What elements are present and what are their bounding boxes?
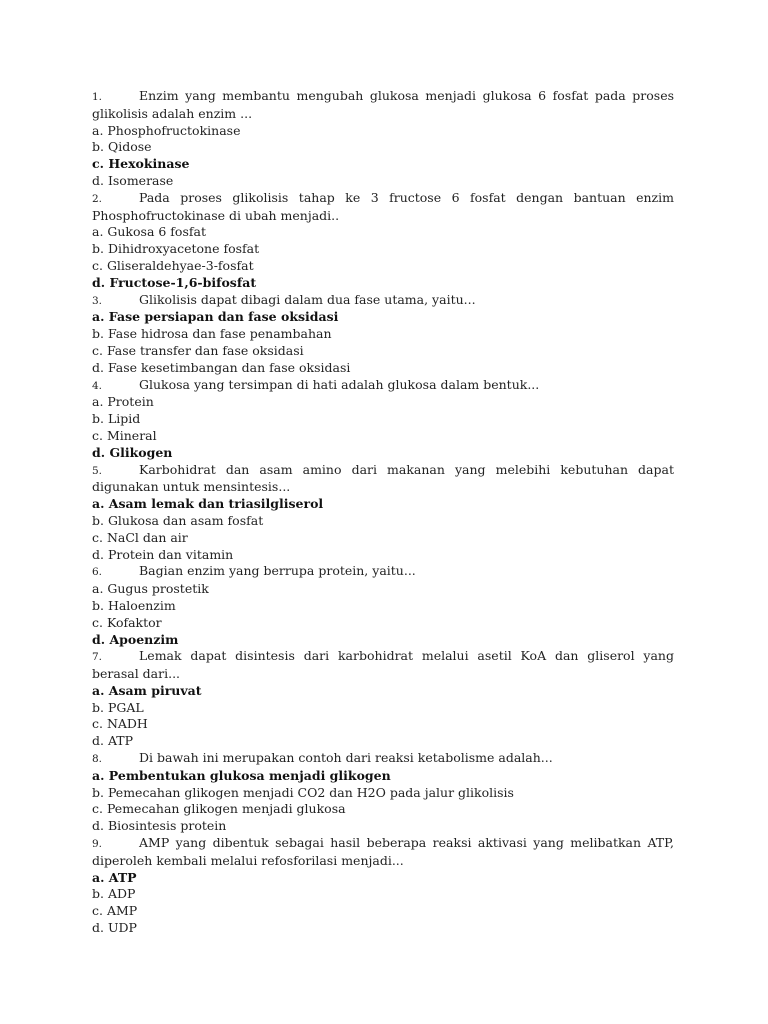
question-text: AMP yang dibentuk sebagai hasil beberapa reaksi aktivasi yang melibatkan ATP, diperoleh kembali melalui refosforilasi menjadi... [92, 835, 674, 868]
answer-option: a. Protein [92, 394, 154, 410]
answer-option: c. Fase transfer dan fase oksidasi [92, 342, 304, 358]
answer-option-correct: d. Glikogen [92, 444, 173, 460]
answer-option: b. Pemecahan glikogen menjadi CO2 dan H2O pada jalur glikolisis [92, 784, 514, 800]
question-number: 4. [92, 379, 103, 392]
answer-option-correct: d. Fructose-1,6-bifosfat [92, 274, 257, 290]
question-number: 1. [92, 91, 103, 103]
question-number: 5. [92, 464, 103, 477]
question [92, 88, 674, 123]
answer-option-correct: d. Apoenzim [92, 631, 179, 647]
question-text: Karbohidrat dan asam amino dari makanan yang melebihi kebutuhan dapat digunakan untuk mensintesis... [92, 461, 674, 495]
answer-option: b. Lipid [92, 411, 141, 427]
answer-option-correct: a. Asam lemak dan triasilgliserol [92, 496, 324, 512]
answer-option: c. NaCl dan air [92, 529, 188, 545]
question-text: Lemak dapat disintesis dari karbohidrat melalui asetil KoA dan gliserol yang berasal dari... [92, 648, 674, 682]
answer-option-correct: a. Asam piruvat [92, 682, 202, 698]
answer-option-correct: a. Fase persiapan dan fase oksidasi [92, 309, 339, 325]
question-number: 2. [92, 192, 103, 205]
question-text: Di bawah ini merupakan contoh dari reaksi ketabolisme adalah... [139, 750, 553, 766]
answer-option: c. Kofaktor [92, 614, 162, 630]
question-text: Enzim yang membantu mengubah glukosa menjadi glukosa 6 fosfat pada proses glikolisis adalah enzim ... [92, 88, 674, 121]
answer-option: d. Protein dan vitamin [92, 546, 234, 562]
answer-option-correct: a. ATP [92, 869, 137, 885]
answer-option: b. Haloenzim [92, 597, 176, 613]
question-number: 6. [92, 566, 103, 579]
question [92, 563, 674, 581]
question [92, 648, 674, 683]
answer-option-correct: c. Hexokinase [92, 156, 190, 172]
question-number: 7. [92, 651, 103, 664]
question [92, 750, 674, 768]
answer-option: b. Glukosa dan asam fosfat [92, 512, 264, 528]
answer-option: c. Mineral [92, 427, 157, 443]
answer-option: d. Isomerase [92, 172, 174, 188]
answer-option: b. PGAL [92, 699, 144, 715]
answer-option: a. Gukosa 6 fosfat [92, 224, 206, 240]
answer-option: b. Dihidroxyacetone fosfat [92, 241, 260, 257]
answer-option: a. Gugus prostetik [92, 581, 209, 597]
answer-option: c. NADH [92, 716, 148, 732]
answer-option: d. ATP [92, 733, 134, 749]
answer-option: d. Fase kesetimbangan dan fase oksidasi [92, 359, 351, 375]
question [92, 835, 674, 870]
answer-option: a. Phosphofructokinase [92, 122, 241, 138]
question-text: Glikolisis dapat dibagi dalam dua fase utama, yaitu... [139, 291, 476, 307]
answer-option: b. ADP [92, 886, 136, 902]
question [92, 377, 674, 395]
answer-option: c. Pemecahan glikogen menjadi glukosa [92, 801, 346, 817]
question-text: Pada proses glikolisis tahap ke 3 fructose 6 fosfat dengan bantuan enzim Phosphofructokinase di ubah menjadi.. [92, 189, 674, 223]
question-text: Bagian enzim yang berrupa protein, yaitu... [139, 563, 416, 579]
question [92, 462, 674, 497]
answer-option: d. UDP [92, 920, 137, 936]
question-number: 3. [92, 294, 103, 307]
answer-option: c. Gliseraldehyae-3-fosfat [92, 257, 254, 273]
answer-option: b. Fase hidrosa dan fase penambahan [92, 326, 332, 342]
question-number: 8. [92, 753, 103, 766]
answer-option: b. Qidose [92, 139, 152, 155]
question-number: 9. [92, 838, 103, 851]
answer-option: d. Biosintesis protein [92, 818, 227, 834]
answer-option: c. AMP [92, 903, 138, 919]
question [92, 190, 674, 225]
quiz-content [92, 88, 674, 937]
question [92, 292, 674, 310]
question-text: Glukosa yang tersimpan di hati adalah glukosa dalam bentuk... [139, 376, 540, 392]
answer-option-correct: a. Pembentukan glukosa menjadi glikogen [92, 767, 391, 783]
